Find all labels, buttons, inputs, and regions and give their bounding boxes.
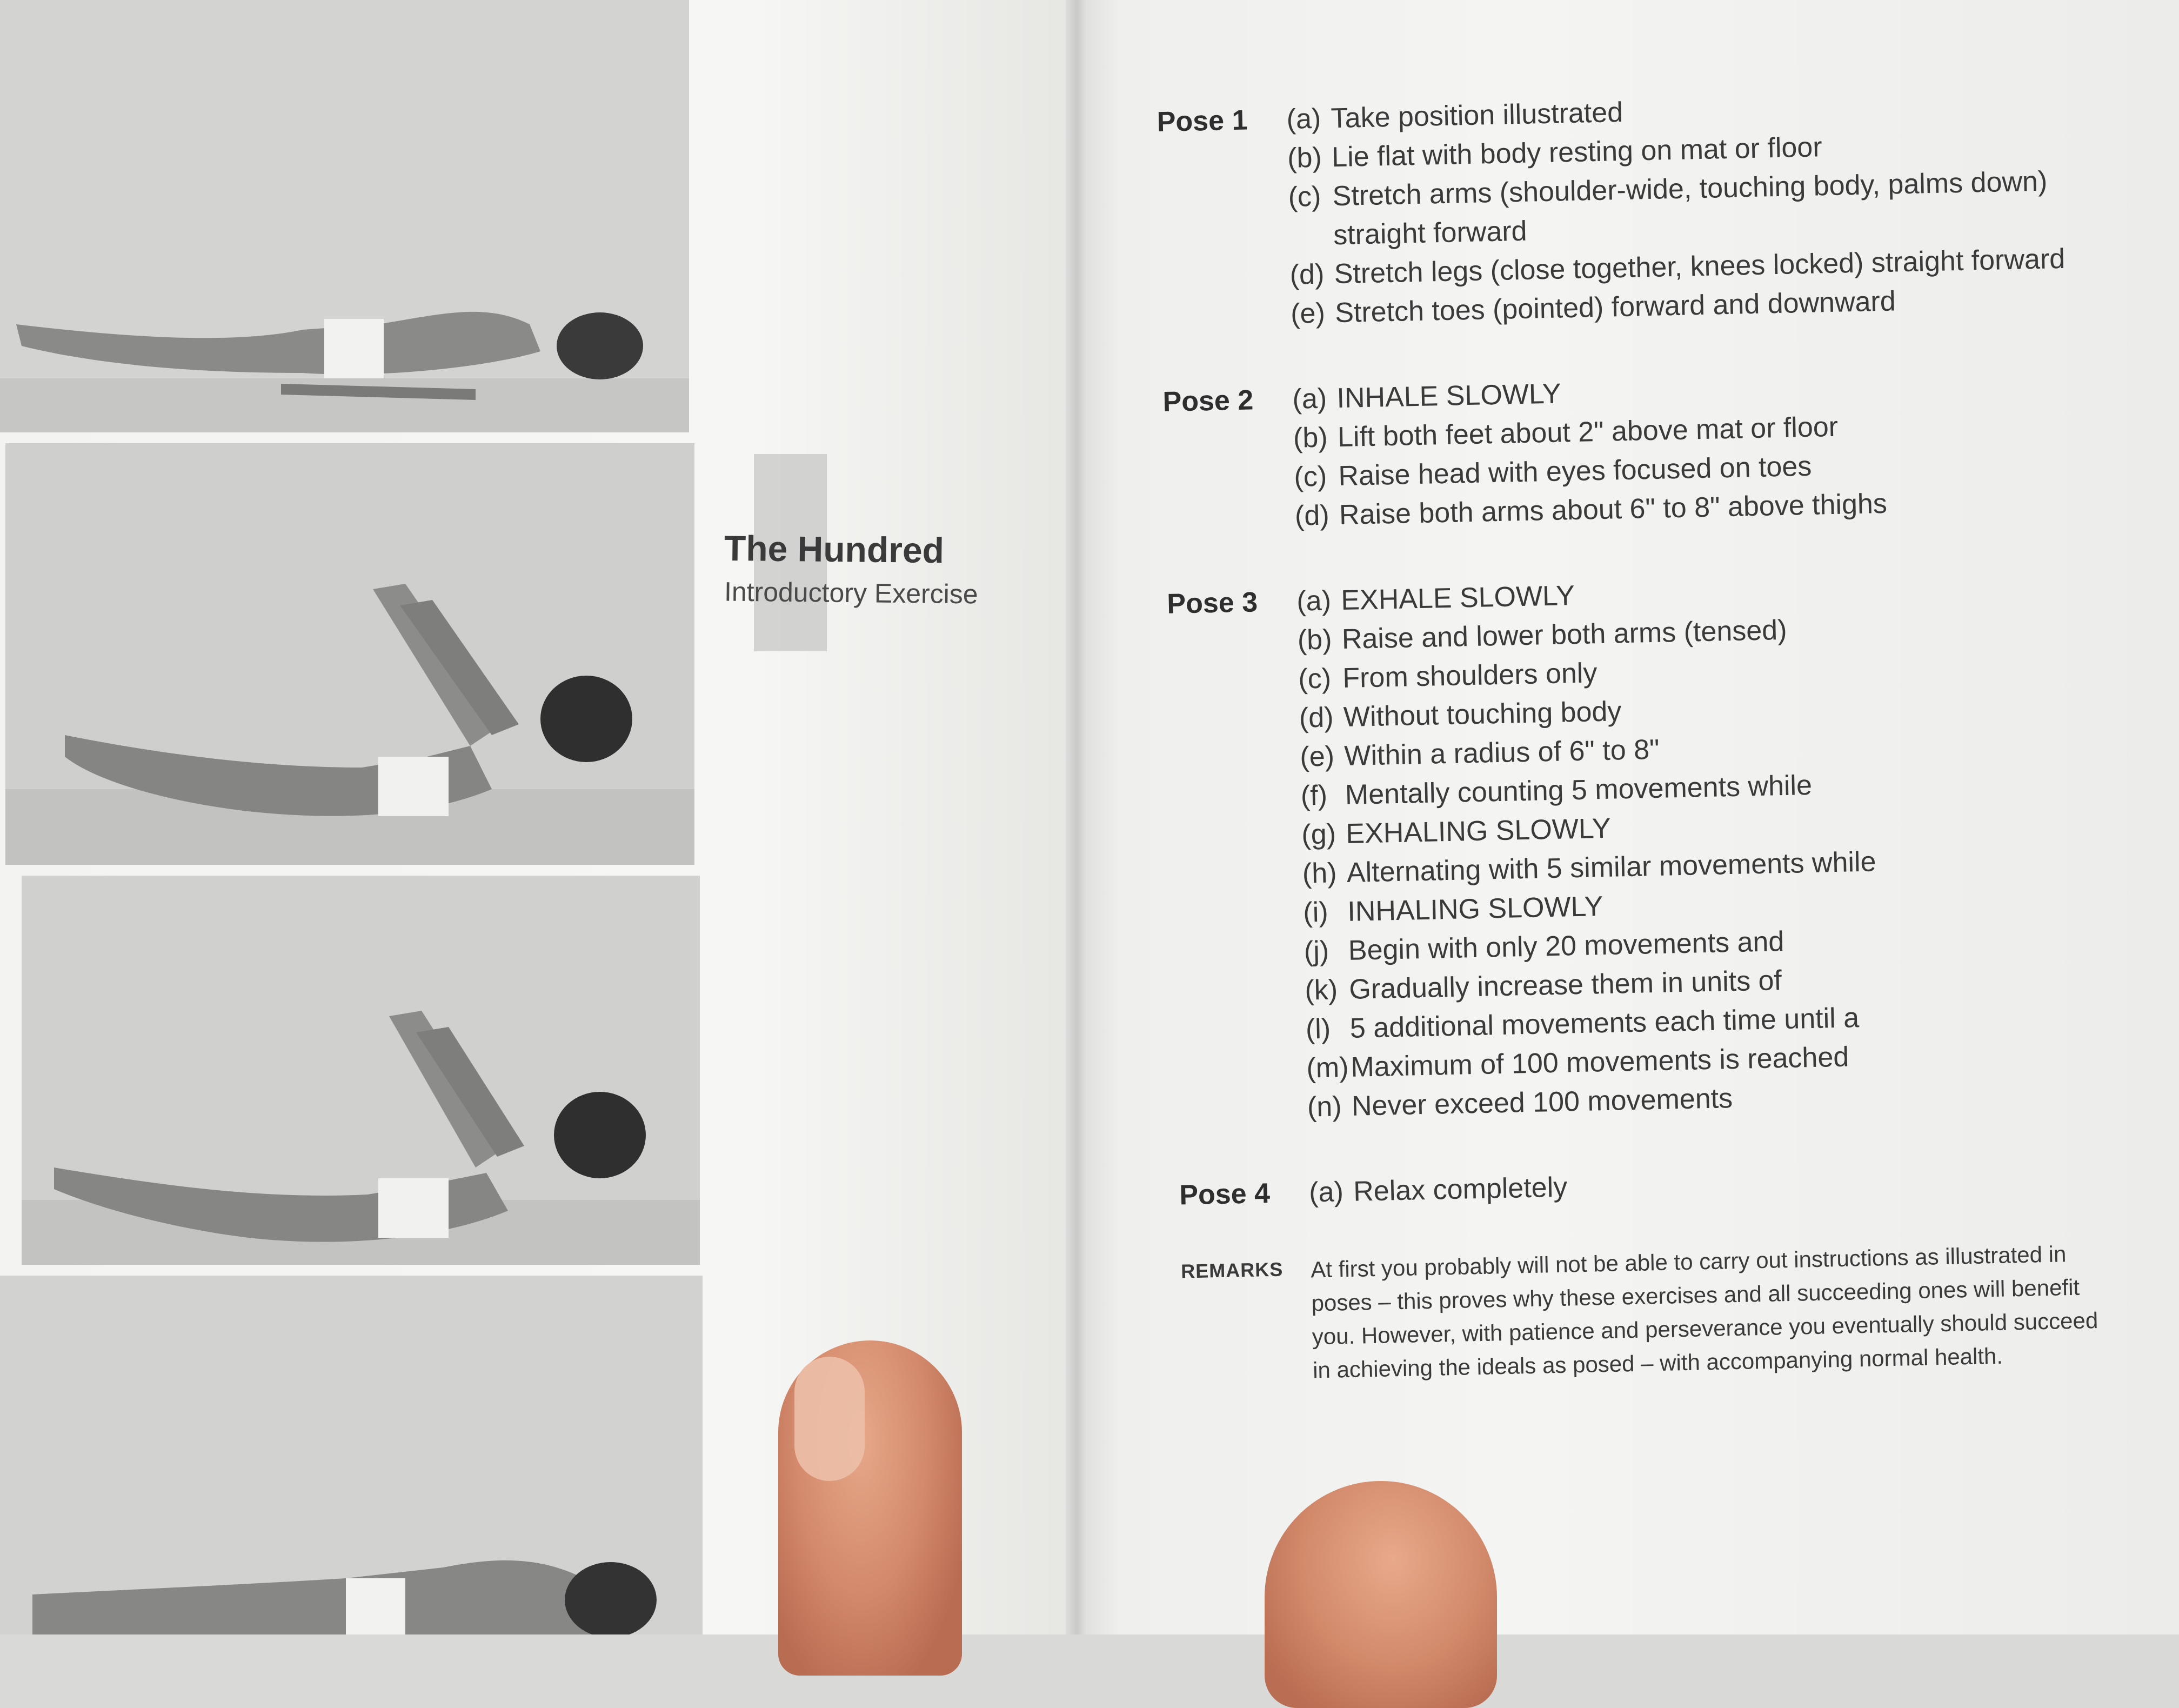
thumbnail-left <box>794 1357 865 1481</box>
pose-1-block <box>1157 82 2134 336</box>
step-item: (k) Gradually increase them in units of <box>1304 965 1782 1006</box>
step-item: (n) Never exceed 100 movements <box>1307 1083 1733 1123</box>
remarks-text: At first you probably will not be able to carry out instructions as illustrated in poses – this proves why these exercises and all succeeding ones will benefit you. However, with patience and perseverance you eventually should succeed in achieving the ideals as posed – with accompanying normal health. <box>1310 1241 2098 1383</box>
exercise-subtitle: Introductory Exercise <box>724 576 978 610</box>
step-item: (b) Lie flat with body resting on mat or floor <box>1287 131 1823 174</box>
step-item: (g) EXHALING SLOWLY <box>1301 812 1612 851</box>
pose-1-photo <box>0 0 689 432</box>
step-item: (c) From shoulders only <box>1298 657 1598 695</box>
pose-3-photo <box>22 876 700 1265</box>
thumb-right <box>1265 1481 1497 1708</box>
step-item: (m) Maximum of 100 movements is reached <box>1306 1041 1849 1084</box>
step-item: (a) Relax completely <box>1308 1171 1568 1209</box>
step-item: (a) Take position illustrated <box>1286 96 1623 135</box>
exercise-title: The Hundred <box>724 528 945 571</box>
step-item: (c) Raise head with eyes focused on toes <box>1293 450 1812 493</box>
step-item: (c) Stretch arms (shoulder-wide, touching body, palms down) <box>1288 165 2048 213</box>
step-item: (a) INHALE SLOWLY <box>1292 378 1562 415</box>
step-item: (b) Raise and lower both arms (tensed) <box>1297 614 1788 656</box>
pose-4-block <box>1179 1156 2153 1215</box>
instructions <box>1157 82 2156 1390</box>
pose-3-block <box>1167 564 2151 1129</box>
step-item: (f) Mentally counting 5 movements while <box>1300 769 1813 812</box>
pose-label: Pose 3 <box>1166 586 1258 620</box>
step-item: (d) Stretch legs (close together, knees locked) straight forward <box>1289 243 2066 291</box>
step-item: (d) Raise both arms about 6" to 8" above thighs <box>1294 488 1888 532</box>
step-item: (a) EXHALE SLOWLY <box>1296 580 1575 617</box>
step-item: (l) 5 additional movements each time until a <box>1305 1002 1860 1045</box>
step-item: (e) Stretch toes (pointed) forward and downward <box>1290 285 1896 330</box>
pose-label: Pose 2 <box>1162 384 1254 418</box>
pose-2-block <box>1162 362 2138 538</box>
pose-label: Pose 1 <box>1157 104 1248 138</box>
pose-2-photo <box>5 443 694 865</box>
step-item: (j) Begin with only 20 movements and <box>1304 926 1784 968</box>
step-item: (e) Within a radius of 6" to 8" <box>1299 733 1660 773</box>
remarks-label: REMARKS <box>1180 1258 1284 1283</box>
book-gutter <box>1066 0 1087 1634</box>
step-item: straight forward <box>1333 215 1528 251</box>
step-item: (h) Alternating with 5 similar movements while <box>1302 846 1877 890</box>
pose-4-photo <box>0 1276 703 1634</box>
remarks-block <box>1181 1236 2156 1390</box>
step-item: (d) Without touching body <box>1299 696 1622 734</box>
pose-label: Pose 4 <box>1179 1178 1271 1211</box>
step-item: (i) INHALING SLOWLY <box>1302 891 1603 929</box>
step-item: (b) Lift both feet about 2" above mat or floor <box>1293 411 1839 454</box>
